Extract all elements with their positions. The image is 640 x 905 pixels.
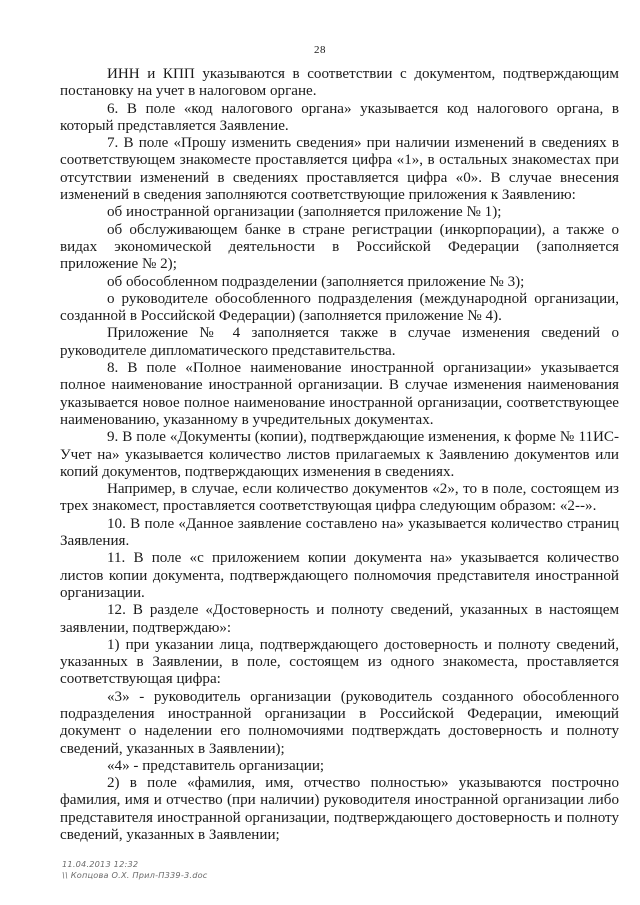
paragraph-inn-kpp: ИНН и КПП указываются в соответствии с документом, подтверждающим постановку на учет в налоговом органе. bbox=[60, 66, 619, 100]
paragraph-item-12-2: 2) в поле «фамилия, имя, отчество полностью» указываются построчно фамилия, имя и отчество (при наличии) руководителя иностранной организации либо представителя иностранной организации, подтверждающего достоверность и полноту сведений, указанных в Заявлении; bbox=[60, 775, 619, 844]
footer-timestamp: 11.04.2013 12:32 bbox=[62, 859, 139, 869]
paragraph-appendix-2: об обслуживающем банке в стране регистрации (инкорпорации), а также о видах экономической деятельности в Российской Федерации (заполняется приложение № 2); bbox=[60, 221, 619, 273]
paragraph-item-10: 10. В поле «Данное заявление составлено на» указывается количество страниц Заявления. bbox=[60, 515, 619, 550]
file-footer bbox=[62, 859, 208, 881]
paragraph-item-11: 11. В поле «с приложением копии документа на» указывается количество листов копии документа, подтверждающего полномочия представителя иностранной организации. bbox=[60, 550, 619, 601]
paragraph-item-12: 12. В разделе «Достоверность и полноту сведений, указанных в настоящем заявлении, подтверждаю»: bbox=[60, 602, 619, 636]
paragraph-example: Например, в случае, если количество документов «2», то в поле, состоящем из трех знакомест, проставляется соответствующая цифра следующим образом: «2--». bbox=[60, 481, 619, 515]
footer-file-path: \\ Копцова О.Х. Прил-П339-3.doc bbox=[62, 870, 208, 880]
paragraph-appendix-3: об обособленном подразделении (заполняется приложение № 3); bbox=[107, 273, 525, 290]
paragraph-appendix-4: о руководителе обособленного подразделения (международной организации, созданной в Российской Федерации) (заполняется приложение № 4). bbox=[60, 290, 619, 325]
paragraph-item-7: 7. В поле «Прошу изменить сведения» при наличии изменений в сведениях в соответствующем знакоместе проставляется цифра «1», в остальных знакоместах при отсутствии изменений в сведениях проставляется цифра «0». В случае внесения изменений в сведения заполняются соответствующие приложения к Заявлению: bbox=[60, 135, 619, 204]
document-body bbox=[60, 66, 619, 844]
paragraph-item-8: 8. В поле «Полное наименование иностранной организации» указывается полное наименование иностранной организации. В случае изменения наименования указывается новое полное наименование иностранной организации, соответствующее наименованию, указанному в учредительных документах. bbox=[60, 360, 619, 428]
paragraph-appendix-1: об иностранной организации (заполняется приложение № 1); bbox=[107, 204, 502, 221]
page-number: 28 bbox=[314, 44, 326, 56]
paragraph-item-12-1: 1) при указании лица, подтверждающего достоверность и полноту сведений, указанных в Заявлении, в поле, состоящем из одного знакоместа, проставляется соответствующая цифра: bbox=[60, 636, 619, 688]
paragraph-code-3: «3» - руководитель организации (руководитель созданного обособленного подразделения иностранной организации в Российской Федерации, имеющий документ о наделении его полномочиями подтверждать достоверность и полноту сведений, указанных в Заявлении); bbox=[60, 688, 619, 757]
paragraph-appendix-4-note: Приложение № 4 заполняется также в случае изменения сведений о руководителе дипломатического представительства. bbox=[60, 325, 619, 359]
paragraph-item-6: 6. В поле «код налогового органа» указывается код налогового органа, в который представляется Заявление. bbox=[60, 100, 619, 134]
paragraph-item-9: 9. В поле «Документы (копии), подтверждающие изменения, к форме № 11ИС-Учет на» указывается количество листов прилагаемых к Заявлению документов или копий документов, подтверждающих изменения в сведениях. bbox=[60, 429, 619, 480]
paragraph-code-4: «4» - представитель организации; bbox=[107, 757, 325, 774]
